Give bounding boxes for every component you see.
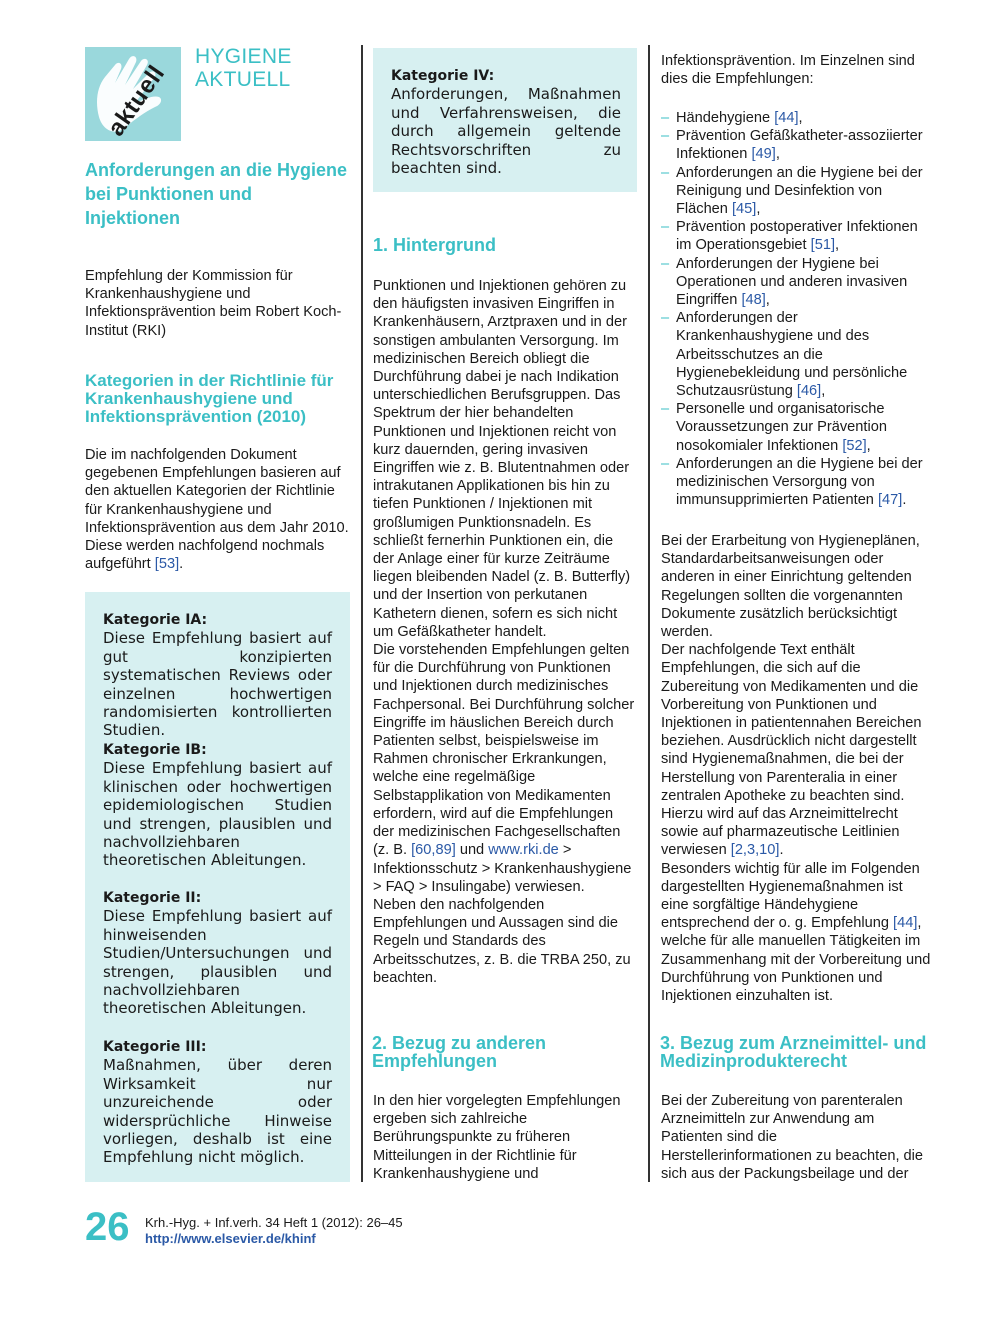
category-heading: Kategorie IB: xyxy=(103,742,207,758)
article-title: Anforderungen an die Hygiene bei Punktionen und Injektionen xyxy=(85,160,348,228)
dash-bullet-icon: – xyxy=(661,110,670,126)
punctuation: , xyxy=(798,110,803,126)
citation-link[interactable]: [60,89] xyxy=(411,842,456,859)
category-ib xyxy=(103,741,332,870)
logo-badge-text: aktuell xyxy=(102,60,171,141)
paragraph: Neben den nachfolgenden Empfehlungen und Aussagen sind die Regeln und Standards des Arbeitsschutzes, z. B. die TRBA 250, zu beachten. xyxy=(373,896,631,986)
category-heading: Kategorie IA: xyxy=(103,612,208,628)
dash-bullet-icon: – xyxy=(661,219,670,236)
category-text: Diese Empfehlung basiert auf hinweisenden Studien/Untersuchungen und strengen, plausiblen und nachvollziehbaren theoretischen Ableitungen. xyxy=(103,907,332,1018)
citation-link[interactable]: [47] xyxy=(877,492,903,509)
aktuell-logo xyxy=(85,47,181,141)
paragraph xyxy=(661,641,931,859)
section-body: Bei der Zubereitung von parenteralen Arzneimitteln zur Anwendung am Patienten sind die Herstellerinformationen zu beachten, die sich aus der Packungsbeilage und der xyxy=(661,1093,924,1182)
category-text: Diese Empfehlung basiert auf gut konzipierten systematischen Reviews oder einzelnen hochwertigen randomisierten kontrollierten Studien. xyxy=(103,629,332,740)
paragraph: Infektionsprävention. Im Einzelnen sind dies die Empfehlungen: xyxy=(661,53,915,88)
section-heading: 3. Bezug zum Arzneimittel- und Medizinprodukterecht xyxy=(660,1033,927,1071)
dash-bullet-icon: – xyxy=(661,401,670,418)
punctuation: , xyxy=(765,292,770,309)
paragraph xyxy=(661,860,931,1006)
citation-link[interactable]: [44] xyxy=(893,915,918,932)
section-heading: 2. Bezug zu anderen Empfehlungen xyxy=(372,1033,547,1071)
categories-intro-text: Die im nachfolgenden Dokument gegebenen Empfehlungen basieren auf den aktuellen Kategorien der Richtlinie für Krankenhaushygiene und Infektionsprävention aus dem Jahr 2010. Diese werden nachfolgend nochmals aufgeführt xyxy=(85,447,349,573)
dash-bullet-icon: – xyxy=(661,310,670,327)
list-item-text: Anforderungen an die Hygiene bei der Reinigung und Desinfektion von Flächen xyxy=(676,164,923,218)
citation-link[interactable]: [49] xyxy=(751,146,776,163)
category-text: Maßnahmen, über deren Wirksamkeit nur unzureichende oder widersprüchliche Hinweise vorliegen, deshalb ist eine Empfehlung nicht möglich. xyxy=(103,1056,332,1167)
list-item xyxy=(661,255,931,310)
column-divider xyxy=(361,45,363,1182)
paragraph: Punktionen und Injektionen gehören zu den häufigsten invasiven Eingriffen in Krankenhäusern, Arztpraxen und in der sonstigen ambulanten Versorgung. Im medizinischen Bereich obliegt die Durchführung dabei je nach Indikation unterschiedlichen Berufsgruppen. Das Spektrum der hier behandelten Punktionen und Injektionen reicht von kurz dauernden, gering invasiven Eingriffen wie z. B. Blutentnahmen oder intrakutanen Applikationen bis hin zu tiefen Punktionen / Injektionen mit großlumigen Punktionsnadeln. Es schließt fernerhin Punktionen ein, die der Anlage einer für kurze Zeiträume liegen bleibenden Nadel (z. B. Butterfly) und der Insertion von perkutanen Kathetern dienen, sofern es sich nicht um Gefäßkatheter handelt. xyxy=(373,278,631,640)
list-item xyxy=(661,400,931,455)
punctuation: . xyxy=(779,842,784,859)
section-heading: 1. Hintergrund xyxy=(373,235,497,255)
punctuation: , xyxy=(756,201,761,218)
list-item-text: Personelle und organisatorische Voraussetzungen zur Prävention nosokomialer Infektionen xyxy=(676,401,887,454)
punctuation: , xyxy=(835,237,840,254)
punctuation: , xyxy=(821,383,826,400)
list-item-text: Prävention postoperativer Infektionen im Operationsgebiet xyxy=(676,219,918,254)
recommendations-list xyxy=(661,109,931,509)
punctuation: . xyxy=(902,492,907,509)
category-ii xyxy=(103,889,332,1018)
category-heading: Kategorie II: xyxy=(103,890,202,906)
categories-heading: Kategorien in der Richtlinie für Krankenhaushygiene und Infektionsprävention (2010) xyxy=(85,371,334,426)
punctuation: , xyxy=(866,437,871,454)
column-divider xyxy=(648,45,650,1182)
list-item xyxy=(661,455,931,510)
category-heading: Kategorie III: xyxy=(103,1039,207,1055)
dash-bullet-icon: – xyxy=(661,255,670,272)
list-item xyxy=(661,109,931,127)
list-item-text: Händehygiene xyxy=(676,110,771,126)
logo-title-line2: AKTUELL xyxy=(195,68,291,91)
citation-link[interactable]: [44] xyxy=(774,110,799,126)
article-subtitle: Empfehlung der Kommission für Krankenhaushygiene und Infektionsprävention beim Robert Koch-Institut (RKI) xyxy=(85,268,342,339)
paragraph-text: Der nachfolgende Text enthält Empfehlungen, die sich auf die Zubereitung von Medikamenten und die Vorbereitung von Punktionen und Injektionen in patientennahen Bereichen beziehen. Ausdrücklich nicht dargestellt sind Hygienemaßnahmen, die bei der Herstellung von Parenteralia in einer zentralen Apotheke zu beachten sind. Hierzu wird auf das Arzneimittelrecht sowie auf pharmazeutische Leitlinien verwiesen xyxy=(661,642,922,859)
paragraph xyxy=(373,641,637,896)
list-item-text: Prävention Gefäßkatheter-assoziierter Infektionen xyxy=(676,128,923,163)
page-number: 26 xyxy=(85,1205,130,1249)
category-text: Anforderungen, Maßnahmen und Verfahrensweisen, die durch allgemein geltende Rechtsvorschriften zu beachten sind. xyxy=(391,85,621,178)
paragraph: Bei der Erarbeitung von Hygieneplänen, Standardarbeitsanweisungen oder anderen in einer Einrichtung geltenden Regelungen sollten die vorgenannten Dokumente zusätzlich berücksichtigt werden. xyxy=(661,533,920,641)
category-iii xyxy=(103,1038,332,1167)
punctuation: . xyxy=(179,556,184,573)
paragraph-text: > Infektionsschutz > Krankenhaushygiene > FAQ > Insulingabe) verwiesen. xyxy=(373,842,632,895)
category-ia xyxy=(103,611,332,740)
citation-link[interactable]: [48] xyxy=(741,292,766,309)
dash-bullet-icon: – xyxy=(661,128,670,145)
journal-url-link[interactable]: http://www.elsevier.de/khinf xyxy=(145,1231,316,1246)
list-item xyxy=(661,218,931,254)
punctuation: , xyxy=(775,146,780,163)
citation-link[interactable]: [51] xyxy=(810,237,836,254)
citation-link[interactable]: [45] xyxy=(731,201,757,218)
citation-link[interactable]: [46] xyxy=(796,383,822,400)
paragraph-text: Besonders wichtig für alle im Folgenden dargestellten Hygienemaßnahmen ist eine sorgfältige Händehygiene entsprechend der o. g. Empfehlung xyxy=(661,860,920,932)
citation-link[interactable]: [53] xyxy=(154,556,180,573)
categories-box xyxy=(85,592,350,1182)
categories-intro xyxy=(85,446,350,573)
logo-title-line1: HYGIENE xyxy=(195,45,292,68)
list-item xyxy=(661,164,931,219)
section-body xyxy=(661,532,931,1005)
paragraph-text: und xyxy=(459,842,485,859)
paragraph-text: Die vorstehenden Empfehlungen gelten für die Durchführung von Punktionen und Injektionen durch medizinisches Fachpersonal. Bei Durchführung solcher Eingriffe im häuslichen Bereich durch Patienten selbst, beispielsweise im Rahmen chronischer Erkrankungen, welche eine regelmäßige Selbstapplikation von Medikamenten erfordern, wird auf die Empfehlungen der medizinischen Fachgesellschaften (z. B. xyxy=(373,642,635,859)
section-body xyxy=(373,277,637,987)
journal-citation: Krh.-Hyg. + Inf.verh. 34 Heft 1 (2012): 26–45 xyxy=(145,1215,403,1230)
paragraph-text: , welche für alle manuellen Tätigkeiten im Zusammenhang mit der Vorbereitung und Durchführung von Punktionen und Injektionen einzuhalten ist. xyxy=(661,915,931,1005)
section-body: In den hier vorgelegten Empfehlungen ergeben sich zahlreiche Berührungspunkte zu früheren Mitteilungen in der Richtlinie für Krankenhaushygiene und xyxy=(373,1093,621,1182)
list-item xyxy=(661,309,931,400)
rki-link[interactable]: www.rki.de xyxy=(488,842,559,859)
citation-link[interactable]: [2,3,10] xyxy=(730,842,780,859)
citation-link[interactable]: [52] xyxy=(842,437,867,454)
list-item-text: Anforderungen der Krankenhaushygiene und des Arbeitsschutzes an die Hygienebekleidung und persönliche Schutzausrüstung xyxy=(676,310,908,400)
list-item-text: Anforderungen der Hygiene bei Operationen und anderen invasiven Eingriffen xyxy=(676,255,908,309)
category-text: Diese Empfehlung basiert auf klinischen oder hochwertigen epidemiologischen Studien und strengen, plausiblen und nachvollziehbaren theoretischen Ableitungen. xyxy=(103,759,332,870)
category-iv-box xyxy=(373,48,637,192)
list-item xyxy=(661,127,931,163)
category-heading: Kategorie IV: xyxy=(391,68,495,84)
logo-title xyxy=(195,45,292,91)
list-item-text: Anforderungen an die Hygiene bei der medizinischen Versorgung von immunsupprimierten Patienten xyxy=(676,455,923,509)
dash-bullet-icon: – xyxy=(661,455,670,472)
dash-bullet-icon: – xyxy=(661,164,670,181)
